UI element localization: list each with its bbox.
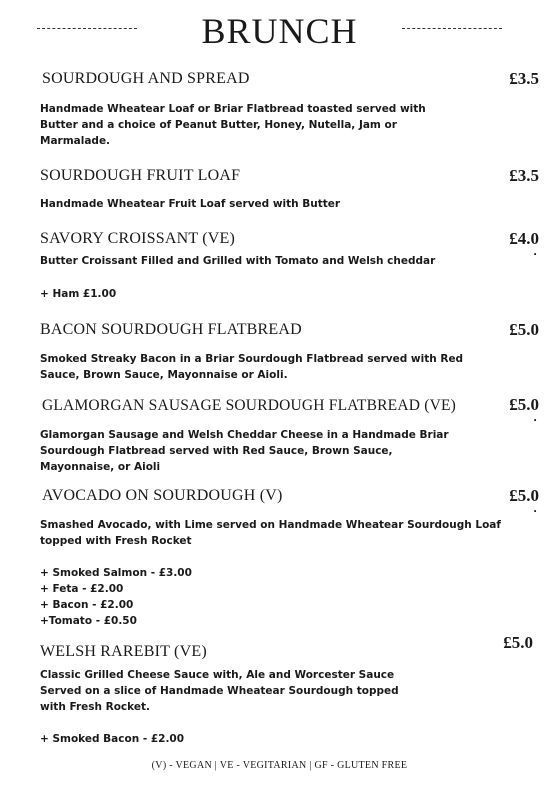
dietary-legend: (V) - VEGAN | VE - VEGITARIAN | GF - GLUTEN FREE — [151, 760, 408, 771]
item-price-fruit-loaf: £3.5 — [509, 166, 539, 185]
page-title: BRUNCH — [201, 11, 358, 51]
item-desc-savory-croissant: Butter Croissant Filled and Grilled with Tomato and Welsh cheddar — [40, 255, 436, 267]
item-extras-avocado: + Smoked Salmon - £3.00 + Feta - £2.00 + Bacon - £2.00 +Tomato - £0.50 — [40, 567, 192, 627]
item-desc-welsh-rarebit: Classic Grilled Cheese Sauce with, Ale and Worcester Sauce Served on a slice of Handmade Wheatear Sourdough topped with Fresh Rocket. — [40, 669, 399, 713]
item-price-bacon-flatbread: £5.0 — [509, 320, 539, 339]
item-price-avocado: £5.0 — [509, 486, 539, 505]
item-desc-bacon-flatbread: Smoked Streaky Bacon in a Briar Sourdough Flatbread served with Red Sauce, Brown Sauce, Mayonnaise or Aioli. — [40, 353, 464, 381]
price-dot: . — [533, 504, 537, 515]
item-desc-glamorgan-sausage: Glamorgan Sausage and Welsh Cheddar Cheese in a Handmade Briar Sourdough Flatbread served with Red Sauce, Brown Sauce, Mayonnaise, or Aioli — [40, 429, 449, 473]
price-dot: . — [533, 413, 537, 424]
item-desc-fruit-loaf: Handmade Wheatear Fruit Loaf served with Butter — [40, 198, 341, 210]
item-extras-savory-croissant: + Ham £1.00 — [40, 288, 117, 300]
item-price-glamorgan-sausage: £5.0 — [509, 395, 539, 414]
item-price-welsh-rarebit: £5.0 — [503, 633, 533, 652]
item-price-savory-croissant: £4.0 — [509, 229, 539, 248]
item-name-avocado: AVOCADO ON SOURDOUGH (V) — [42, 487, 283, 504]
item-desc-avocado: Smashed Avocado, with Lime served on Handmade Wheatear Sourdough Loaf topped with Fresh Rocket — [40, 519, 501, 547]
item-name-bacon-flatbread: BACON SOURDOUGH FLATBREAD — [40, 321, 302, 338]
item-name-welsh-rarebit: WELSH RAREBIT (VE) — [40, 643, 207, 660]
item-name-fruit-loaf: SOURDOUGH FRUIT LOAF — [40, 167, 241, 184]
item-extras-welsh-rarebit: + Smoked Bacon - £2.00 — [40, 733, 185, 745]
item-name-savory-croissant: SAVORY CROISSANT (VE) — [40, 230, 236, 247]
item-name-glamorgan-sausage: GLAMORGAN SAUSAGE SOURDOUGH FLATBREAD (VE) — [42, 397, 456, 414]
item-price-sourdough-spread: £3.5 — [509, 69, 539, 88]
title-dash-right — [402, 28, 502, 29]
item-desc-sourdough-spread: Handmade Wheatear Loaf or Briar Flatbread toasted served with Butter and a choice of Peanut Butter, Honey, Nutella, Jam or Marmalade. — [40, 103, 426, 147]
item-name-sourdough-spread: SOURDOUGH AND SPREAD — [42, 70, 250, 87]
price-dot: . — [533, 247, 537, 258]
